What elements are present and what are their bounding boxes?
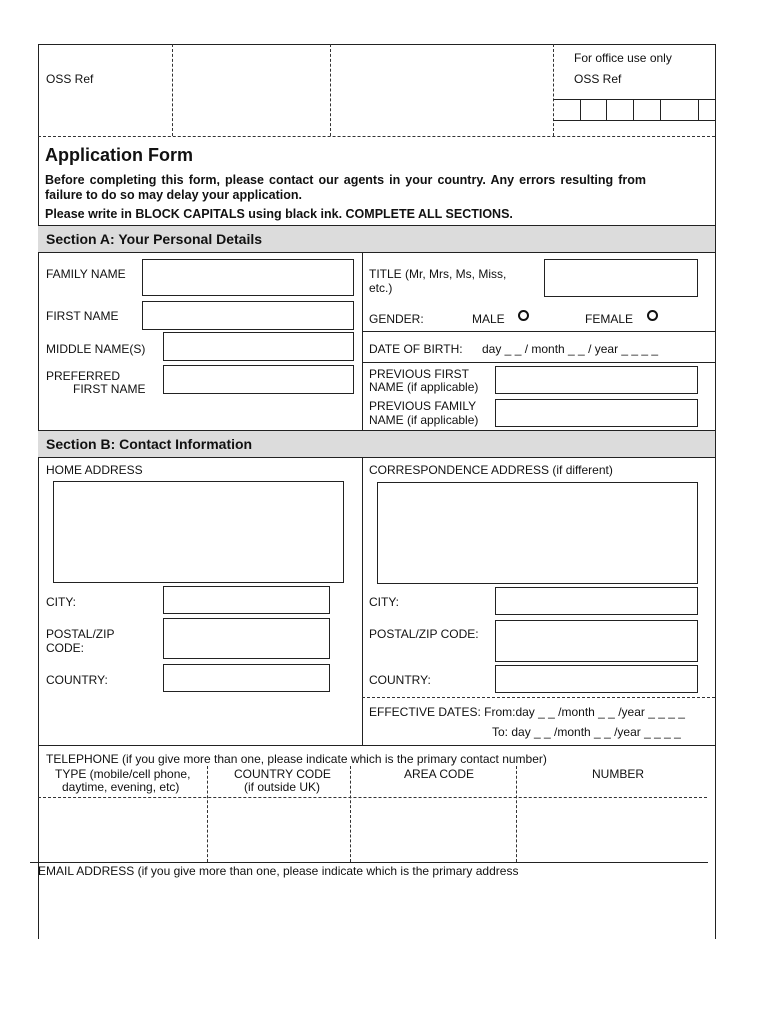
preferred-name-label-line-1: PREFERRED bbox=[46, 369, 121, 383]
male-radio[interactable] bbox=[518, 310, 529, 321]
title-label-line-1: TITLE (Mr, Mrs, Ms, Miss, bbox=[369, 267, 507, 281]
frame-top-border bbox=[38, 44, 715, 45]
header-divider-3 bbox=[553, 44, 554, 136]
office-ref-cell-divider bbox=[660, 99, 661, 120]
family-name-label: FAMILY NAME bbox=[46, 267, 126, 281]
home-country-field[interactable] bbox=[163, 664, 330, 692]
home-postal-label-line-1: POSTAL/ZIP bbox=[46, 627, 115, 641]
previous-first-name-label-line-2: NAME (if applicable) bbox=[369, 380, 479, 394]
correspondence-country-label: COUNTRY: bbox=[369, 673, 431, 687]
telephone-country-code-entry[interactable] bbox=[209, 799, 349, 860]
home-country-label: COUNTRY: bbox=[46, 673, 108, 687]
home-address-label: HOME ADDRESS bbox=[46, 463, 143, 477]
telephone-column-divider bbox=[207, 766, 208, 862]
telephone-top-border bbox=[38, 745, 715, 746]
telephone-area-code-entry[interactable] bbox=[352, 799, 515, 860]
correspondence-city-field[interactable] bbox=[495, 587, 698, 615]
first-name-field[interactable] bbox=[142, 301, 354, 330]
family-name-field[interactable] bbox=[142, 259, 354, 296]
correspondence-postal-label: POSTAL/ZIP CODE: bbox=[369, 627, 479, 641]
title-field[interactable] bbox=[544, 259, 698, 297]
correspondence-city-label: CITY: bbox=[369, 595, 400, 609]
section-b-center-divider bbox=[362, 458, 363, 745]
instruction-line: Please write in BLOCK CAPITALS using black ink. COMPLETE ALL SECTIONS. bbox=[45, 207, 513, 221]
effective-dates-from: EFFECTIVE DATES: From:day _ _ /month _ _ /year _ _ _ _ bbox=[369, 705, 685, 719]
home-postal-label-line-2: CODE: bbox=[46, 641, 85, 655]
previous-first-name-label-line-1: PREVIOUS FIRST bbox=[369, 367, 470, 381]
office-ref-cell-divider bbox=[606, 99, 607, 120]
title-label-line-2: etc.) bbox=[369, 281, 393, 295]
frame-left-border bbox=[38, 44, 39, 939]
section-b-header bbox=[38, 430, 715, 458]
header-bottom-divider bbox=[38, 136, 715, 137]
previous-first-name-field[interactable] bbox=[495, 366, 698, 394]
previous-family-name-field[interactable] bbox=[495, 399, 698, 427]
correspondence-country-field[interactable] bbox=[495, 665, 698, 693]
female-radio[interactable] bbox=[647, 310, 658, 321]
office-oss-ref-label: OSS Ref bbox=[574, 72, 622, 86]
home-address-field[interactable] bbox=[53, 481, 344, 583]
office-ref-grid-top bbox=[553, 99, 715, 100]
first-name-label: FIRST NAME bbox=[46, 309, 119, 323]
female-label: FEMALE bbox=[585, 312, 634, 326]
telephone-number-entry[interactable] bbox=[518, 799, 713, 860]
home-city-label: CITY: bbox=[46, 595, 77, 609]
oss-ref-label: OSS Ref bbox=[46, 72, 94, 86]
email-top-border bbox=[30, 862, 708, 863]
correspondence-postal-field[interactable] bbox=[495, 620, 698, 662]
email-entry[interactable] bbox=[40, 880, 713, 938]
telephone-number-header: NUMBER bbox=[592, 767, 645, 781]
section-a-center-divider bbox=[362, 253, 363, 430]
form-title: Application Form bbox=[45, 145, 193, 165]
telephone-heading: TELEPHONE (if you give more than one, please indicate which is the primary contact number) bbox=[46, 752, 547, 766]
telephone-type-entry[interactable] bbox=[40, 799, 206, 860]
telephone-header-divider bbox=[38, 797, 707, 798]
telephone-column-divider bbox=[516, 766, 517, 862]
telephone-area-header: AREA CODE bbox=[404, 767, 475, 781]
male-label: MALE bbox=[472, 312, 505, 326]
intro-line-2: failure to do so may delay your application. bbox=[45, 188, 303, 202]
section-b-title: Section B: Contact Information bbox=[46, 436, 253, 452]
office-ref-cell-divider bbox=[580, 99, 581, 120]
section-a-header bbox=[38, 225, 715, 253]
office-use-label: For office use only bbox=[574, 51, 672, 65]
correspondence-address-label: CORRESPONDENCE ADDRESS (if different) bbox=[369, 463, 613, 477]
preferred-name-field[interactable] bbox=[163, 365, 354, 394]
gender-label: GENDER: bbox=[369, 312, 424, 326]
preferred-name-label-line-2: FIRST NAME bbox=[73, 382, 146, 396]
office-ref-grid-bottom bbox=[553, 120, 715, 121]
telephone-country-header-line-1: COUNTRY CODE bbox=[234, 767, 331, 781]
section-a-title: Section A: Your Personal Details bbox=[46, 231, 263, 247]
telephone-type-header-line-2: daytime, evening, etc) bbox=[62, 780, 180, 794]
middle-names-label: MIDDLE NAME(S) bbox=[46, 342, 146, 356]
correspondence-address-field[interactable] bbox=[377, 482, 698, 584]
home-city-field[interactable] bbox=[163, 586, 330, 614]
office-ref-cell-divider bbox=[698, 99, 699, 120]
home-postal-field[interactable] bbox=[163, 618, 330, 659]
office-ref-cell-divider bbox=[633, 99, 634, 120]
intro-line-1: Before completing this form, please contact our agents in your country. Any errors resulting from bbox=[45, 173, 646, 187]
section-a-row-divider bbox=[362, 331, 715, 332]
telephone-type-header-line-1: TYPE (mobile/cell phone, bbox=[55, 767, 191, 781]
previous-family-name-label-line-2: NAME (if applicable) bbox=[369, 413, 479, 427]
header-divider-1 bbox=[172, 44, 173, 136]
frame-right-border bbox=[715, 44, 716, 939]
section-a-row-divider bbox=[362, 362, 715, 363]
previous-family-name-label-line-1: PREVIOUS FAMILY bbox=[369, 399, 477, 413]
telephone-column-divider bbox=[350, 766, 351, 862]
dob-format: day _ _ / month _ _ / year _ _ _ _ bbox=[482, 342, 659, 356]
effective-dates-divider bbox=[362, 697, 715, 698]
dob-label: DATE OF BIRTH: bbox=[369, 342, 463, 356]
email-heading: EMAIL ADDRESS (if you give more than one, please indicate which is the primary address bbox=[38, 864, 519, 878]
telephone-country-header-line-2: (if outside UK) bbox=[244, 780, 321, 794]
middle-names-field[interactable] bbox=[163, 332, 354, 361]
header-divider-2 bbox=[330, 44, 331, 136]
effective-dates-to: To: day _ _ /month _ _ /year _ _ _ _ bbox=[492, 725, 681, 739]
